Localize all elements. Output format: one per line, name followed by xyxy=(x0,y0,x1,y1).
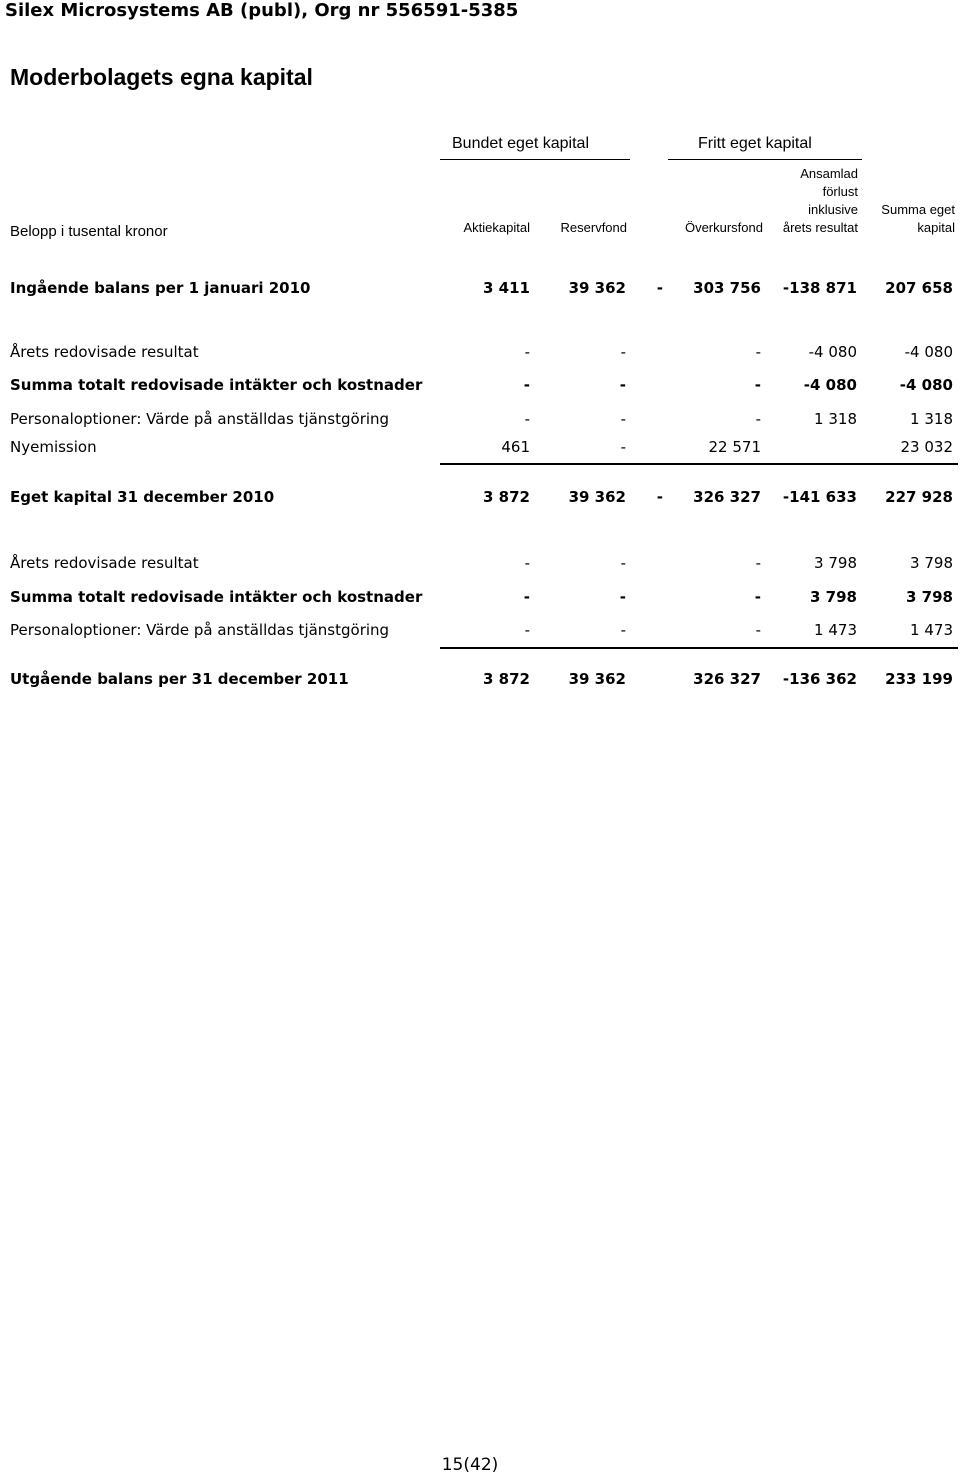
table-row xyxy=(0,588,960,612)
table-row xyxy=(0,670,960,694)
row-label: Ingående balans per 1 januari 2010 xyxy=(10,279,311,297)
cell-summa: -4 080 xyxy=(904,343,953,361)
cell-overkursfond: 22 571 xyxy=(708,438,761,456)
cell-reservfond: - xyxy=(620,410,626,428)
col-header-ansamlad-line3: inklusive xyxy=(808,202,858,217)
group-header-bound: Bundet eget kapital xyxy=(452,135,589,152)
cell-summa: 1 473 xyxy=(910,621,953,639)
table-row xyxy=(0,279,960,303)
col-header-summa xyxy=(860,201,955,237)
col-header-summa-line2: kapital xyxy=(917,220,955,235)
cell-aktiekapital: - xyxy=(524,621,530,639)
cell-summa: 227 928 xyxy=(885,488,953,506)
cell-ansamlad-forlust: -4 080 xyxy=(803,376,857,394)
cell-dash: - xyxy=(656,279,663,297)
cell-reservfond: 39 362 xyxy=(568,670,626,688)
cell-ansamlad-forlust: 3 798 xyxy=(814,554,857,572)
cell-overkursfond: 326 327 xyxy=(693,670,761,688)
cell-reservfond: - xyxy=(620,343,626,361)
table-row xyxy=(0,621,960,645)
group-underline-free xyxy=(668,159,862,160)
row-label: Summa totalt redovisade intäkter och kostnader xyxy=(10,376,423,394)
row-label: Årets redovisade resultat xyxy=(10,554,199,572)
table-row xyxy=(0,410,960,434)
row-label: Utgående balans per 31 december 2011 xyxy=(10,670,349,688)
cell-summa: 3 798 xyxy=(906,588,953,606)
row-label: Nyemission xyxy=(10,438,97,456)
cell-ansamlad-forlust: 3 798 xyxy=(810,588,857,606)
group-header-free: Fritt eget kapital xyxy=(698,135,812,152)
col-header-reservfond: Reservfond xyxy=(560,220,627,235)
cell-summa: 1 318 xyxy=(910,410,953,428)
table-row xyxy=(0,438,960,462)
cell-overkursfond: - xyxy=(755,621,761,639)
cell-reservfond: 39 362 xyxy=(568,279,626,297)
page-title: Moderbolagets egna kapital xyxy=(10,64,313,90)
cell-ansamlad-forlust: -4 080 xyxy=(808,343,857,361)
cell-aktiekapital: 461 xyxy=(501,438,530,456)
cell-aktiekapital: - xyxy=(524,410,530,428)
table-row xyxy=(0,488,960,512)
cell-reservfond: - xyxy=(620,621,626,639)
table-row xyxy=(0,554,960,578)
cell-overkursfond: - xyxy=(755,410,761,428)
cell-ansamlad-forlust: -136 362 xyxy=(782,670,857,688)
cell-overkursfond: 303 756 xyxy=(693,279,761,297)
col-header-ansamlad-line1: Ansamlad xyxy=(800,166,858,181)
unit-label: Belopp i tusental kronor xyxy=(10,223,168,240)
total-divider xyxy=(440,647,958,649)
row-label: Årets redovisade resultat xyxy=(10,343,199,361)
group-underline-bound xyxy=(440,159,630,160)
cell-aktiekapital: - xyxy=(523,588,530,606)
cell-summa: 207 658 xyxy=(885,279,953,297)
cell-summa: -4 080 xyxy=(899,376,953,394)
company-header: Silex Microsystems AB (publ), Org nr 556591-5385 xyxy=(5,0,519,21)
cell-aktiekapital: - xyxy=(524,343,530,361)
col-header-ansamlad-line2: förlust xyxy=(822,184,858,199)
col-header-ansamlad-line4: årets resultat xyxy=(782,220,858,235)
cell-summa: 3 798 xyxy=(910,554,953,572)
col-header-overkursfond: Överkursfond xyxy=(684,220,763,235)
cell-reservfond: - xyxy=(620,438,626,456)
row-label: Personaloptioner: Värde på anställdas tjänstgöring xyxy=(10,410,390,428)
cell-overkursfond: - xyxy=(755,554,761,572)
table-row xyxy=(0,343,960,367)
cell-ansamlad-forlust: 1 318 xyxy=(814,410,857,428)
cell-dash: - xyxy=(656,488,663,506)
cell-overkursfond: - xyxy=(754,588,761,606)
cell-reservfond: - xyxy=(620,554,626,572)
col-header-summa-line1: Summa eget xyxy=(881,202,955,217)
cell-reservfond: 39 362 xyxy=(568,488,626,506)
cell-aktiekapital: 3 872 xyxy=(483,670,530,688)
cell-summa: 23 032 xyxy=(900,438,953,456)
table-row xyxy=(0,376,960,400)
col-header-ansamlad xyxy=(765,165,858,237)
cell-ansamlad-forlust: -138 871 xyxy=(782,279,857,297)
cell-aktiekapital: 3 872 xyxy=(483,488,530,506)
page-number: 15(42) xyxy=(441,1455,499,1475)
row-label: Personaloptioner: Värde på anställdas tjänstgöring xyxy=(10,621,390,639)
cell-overkursfond: 326 327 xyxy=(693,488,761,506)
cell-aktiekapital: - xyxy=(523,376,530,394)
cell-ansamlad-forlust: 1 473 xyxy=(814,621,857,639)
cell-aktiekapital: - xyxy=(524,554,530,572)
cell-overkursfond: - xyxy=(755,343,761,361)
col-header-aktiekapital: Aktiekapital xyxy=(463,220,530,235)
cell-reservfond: - xyxy=(619,376,626,394)
cell-overkursfond: - xyxy=(754,376,761,394)
subtotal-divider xyxy=(440,463,958,465)
row-label: Summa totalt redovisade intäkter och kostnader xyxy=(10,588,423,606)
row-label: Eget kapital 31 december 2010 xyxy=(10,488,275,506)
cell-aktiekapital: 3 411 xyxy=(483,279,530,297)
cell-ansamlad-forlust: -141 633 xyxy=(782,488,857,506)
cell-summa: 233 199 xyxy=(885,670,953,688)
cell-reservfond: - xyxy=(619,588,626,606)
